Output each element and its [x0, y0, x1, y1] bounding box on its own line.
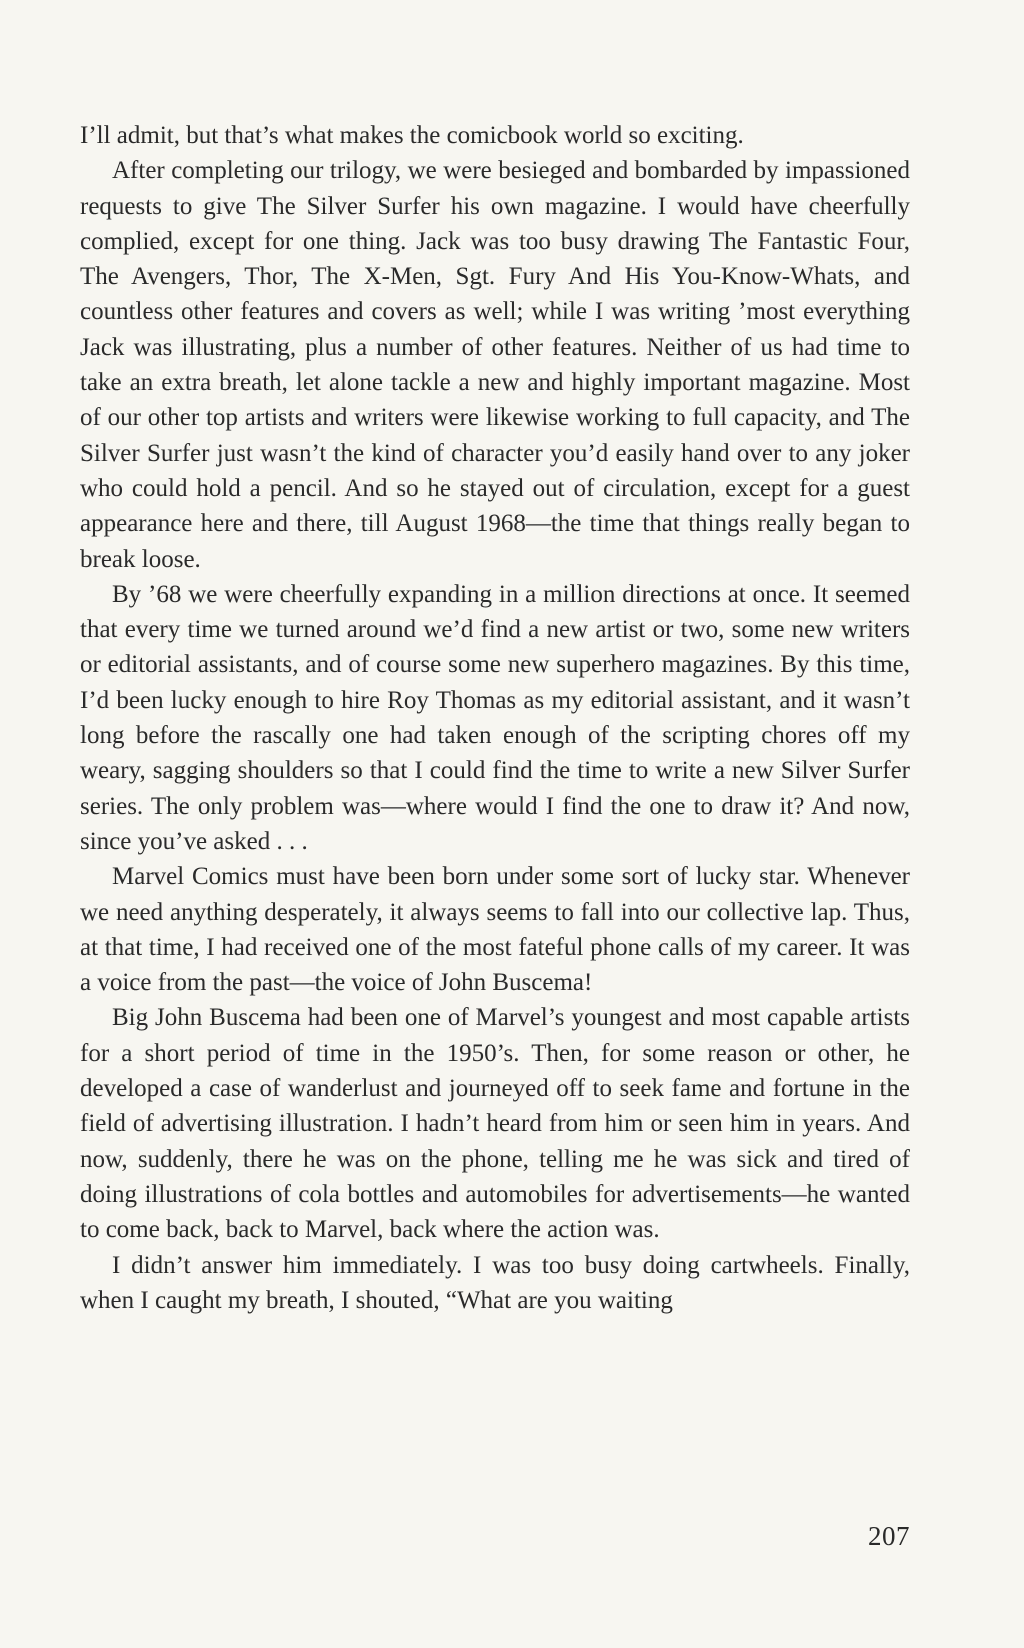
paragraph-cartwheels: I didn’t answer him immediately. I was too busy doing cartwheels. Finally, when I caught my breath, I shouted, “What are you waiting — [80, 1251, 910, 1314]
page-number: 207 — [868, 1521, 910, 1551]
page-body — [80, 118, 910, 1318]
paragraph-trilogy: After completing our trilogy, we were besieged and bombarded by impassioned requests to give The Silver Surfer his own magazine. I would have cheerfully complied, except for one thing. Jack was too busy drawing The Fantastic Four, The Avengers, Thor, The X-Men, Sgt. Fury And His You-Know-Whats, and countless other features and covers as well; while I was writing ’most everything Jack was illustrating, plus a number of other features. Neither of us had time to take an extra breath, let alone tackle a new and highly important magazine. Most of our other top artists and writers were likewise working to full capacity, and The Silver Surfer just wasn’t the kind of character you’d easily hand over to any joker who could hold a pencil. And so he stayed out of circulation, except for a guest appearance here and there, till August 1968—the time that things really began to break loose. — [80, 157, 910, 573]
paragraph-buscema: Big John Buscema had been one of Marvel’s youngest and most capable artists for a short period of time in the 1950’s. Then, for some reason or other, he developed a case of wanderlust and journeyed off to seek fame and fortune in the field of advertising illustration. I hadn’t heard from him or seen him in years. And now, suddenly, there he was on the phone, telling me he was sick and tired of doing illustrations of cola bottles and automobiles for advertisements—he wanted to come back, back to Marvel, back where the action was. — [80, 1004, 910, 1244]
paragraph-continued: I’ll admit, but that’s what makes the comicbook world so exciting. — [80, 122, 744, 149]
paragraph-lucky-star: Marvel Comics must have been born under some sort of lucky star. Whenever we need anything desperately, it always seems to fall into our collective lap. Thus, at that time, I had received one of the most fateful phone calls of my career. It was a voice from the past—the voice of John Buscema! — [80, 863, 910, 997]
paragraph-expanding: By ’68 we were cheerfully expanding in a million directions at once. It seemed that every time we turned around we’d find a new artist or two, some new writers or editorial assistants, and of course some new superhero magazines. By this time, I’d been lucky enough to hire Roy Thomas as my editorial assistant, and it wasn’t long before the rascally one had taken enough of the scripting chores off my weary, sagging shoulders so that I could find the time to write a new Silver Surfer series. The only problem was—where would I find the one to draw it? And now, since you’ve asked . . . — [80, 580, 910, 855]
